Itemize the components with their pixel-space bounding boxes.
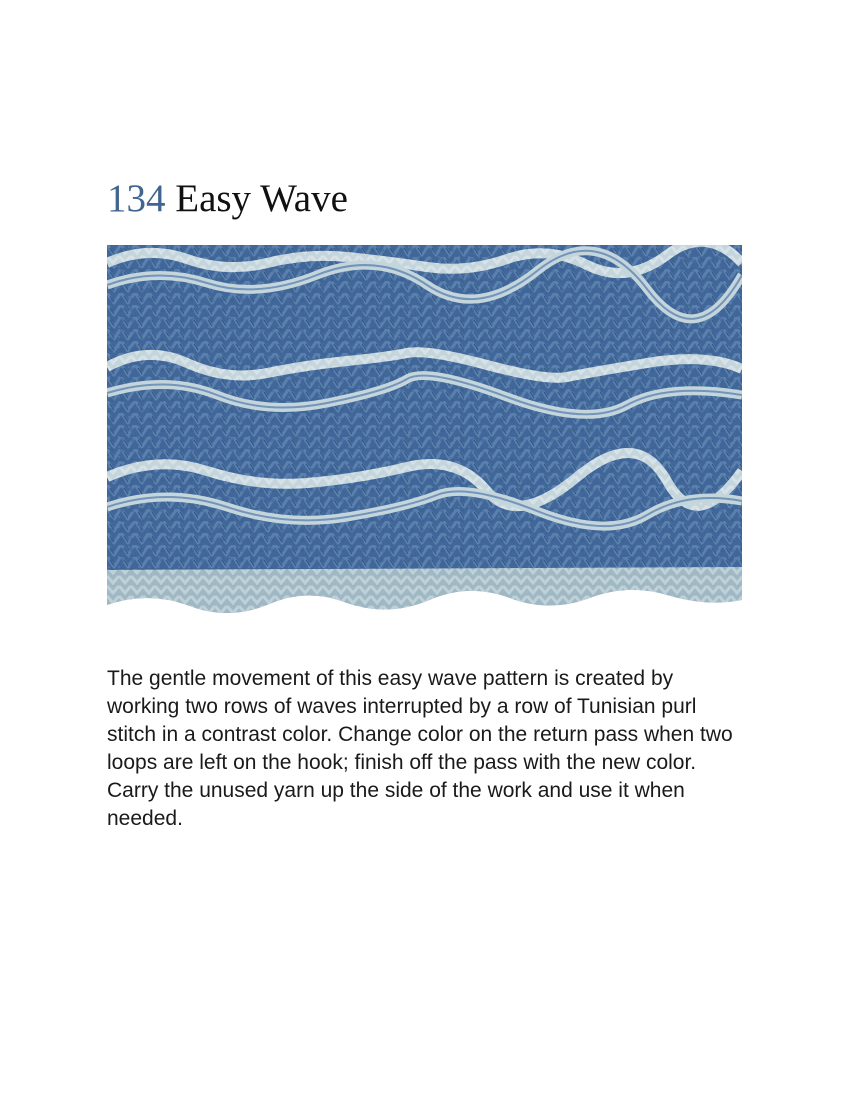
page-title (107, 176, 348, 222)
pattern-number: 134 (107, 177, 166, 220)
pattern-name: Easy Wave (175, 177, 348, 220)
crochet-swatch-image (107, 245, 742, 630)
pattern-description: The gentle movement of this easy wave pattern is created by working two rows of waves interrupted by a row of Tunisian purl stitch in a contrast color. Change color on the return pass when two loops are left on the hook; finish off the pass with the new color. Carry the unused yarn up the side of the work and use it when needed. (107, 667, 733, 830)
